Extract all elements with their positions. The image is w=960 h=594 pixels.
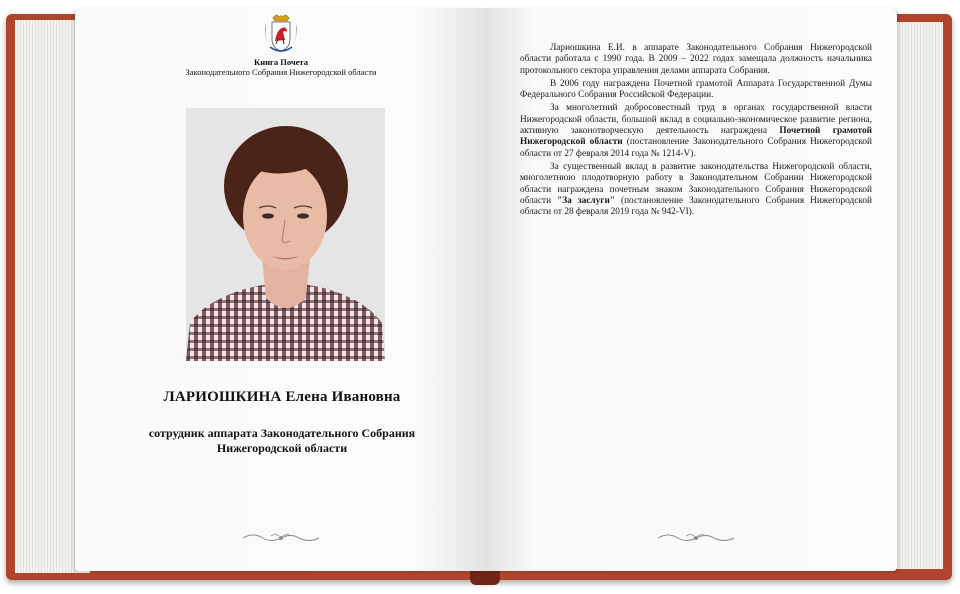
coat-of-arms-icon	[263, 14, 299, 54]
bio-paragraph-3	[520, 103, 872, 159]
book-header	[150, 57, 412, 77]
person-name: ЛАРИОШКИНА Елена Ивановна	[163, 389, 401, 405]
bio-paragraph-1: Лариошкина Е.И. в аппарате Законодательного Собрания Нижегородской области работала с 1990 года. В 2009 – 2022 годах замещала должность начальника протокольного сектора управления делами аппарата Собрания.	[520, 43, 872, 76]
book-title: Книга Почета	[254, 57, 308, 67]
page-ornament-icon	[656, 531, 736, 545]
portrait-photo	[186, 108, 385, 361]
bio-text: За многолетний добросовестный труд в органах государственной власти Нижегородской области, большой вклад в социально-экономическое развитие региона, активную законотворческую деятельность награждена	[520, 103, 872, 137]
bio-text: За существенный вклад в развитие законодательства Нижегородской области, многолетнюю плодотворную работу в Законодательном Собрании Нижегородской области награждена почетным знаком Законодательного Собрания Нижегородской области	[520, 161, 872, 206]
bio-paragraph-4	[520, 162, 872, 218]
award-name: "За заслуги"	[557, 195, 615, 206]
biography-text	[520, 43, 872, 218]
bio-text: (постановление Законодательного Собрания Нижегородской области от 27 февраля 2014 года № 1214-V).	[520, 137, 872, 159]
position-line-1: сотрудник аппарата Законодательного Собрания	[148, 426, 416, 440]
award-name: Почетной грамотой Нижегородской области	[520, 126, 872, 148]
portrait-image	[186, 108, 385, 361]
person-position	[122, 426, 442, 456]
bio-text: (постановление Законодательного Собрания Нижегородской области от 28 февраля 2019 года № 942-VI).	[520, 195, 873, 218]
book-subtitle: Законодательного Собрания Нижегородской области	[185, 67, 377, 77]
position-line-2: Нижегородской области	[216, 441, 348, 455]
page-ornament-icon	[241, 531, 321, 545]
bio-paragraph-2: В 2006 году награждена Почетной грамотой Аппарата Государственной Думы Федерального Собрания Российской Федерации.	[520, 78, 872, 101]
